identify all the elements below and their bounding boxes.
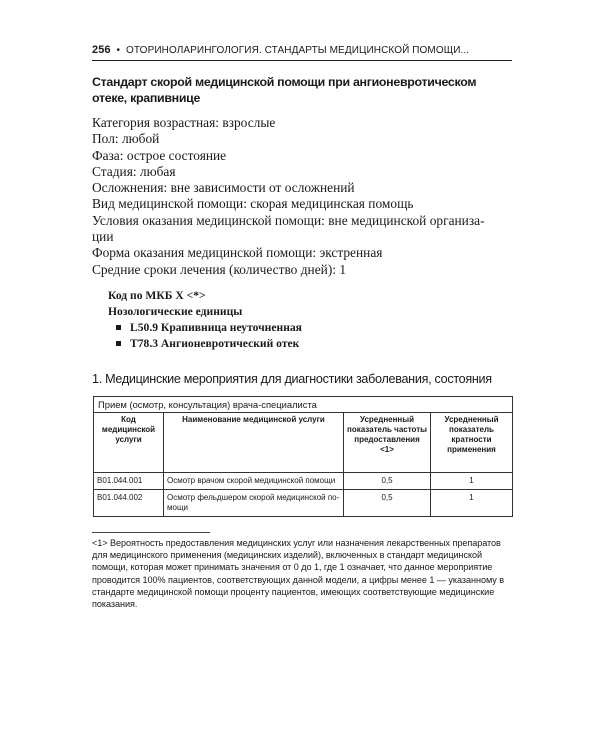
param-care-type: Вид медицинской помощи: скорая медицинская помощь bbox=[92, 196, 414, 212]
separator-dot: • bbox=[116, 45, 121, 56]
square-bullet-icon bbox=[116, 325, 121, 330]
footnote: <1> Вероятность предоставления медицинских услуг или назначения лекарственных препаратов для медицинского применения (медицинских изделий), включенных в стандарт медицинской помощи, которая может принимать значения от 0 до 1, где 1 означает, что данное мероприятие проводится 100% пациентов, соответствующих данной модели, а цифры менее 1 — указанному в стандарте медицинской помощи проценту пациентов, имеющих соответствующие медицинские показания. bbox=[92, 538, 505, 610]
icd-item bbox=[108, 320, 488, 336]
standard-title: Стандарт скорой медицинской помощи при ангионевротическом отеке, крапивнице bbox=[92, 75, 477, 105]
table-row bbox=[94, 473, 513, 490]
icd-item-text: T78.3 Ангионевротический отек bbox=[130, 337, 300, 350]
diagnostics-table bbox=[93, 396, 513, 517]
param-stage: Стадия: любая bbox=[92, 163, 176, 179]
header-code: Код медицинской услуги bbox=[94, 413, 164, 473]
param-phase: Фаза: острое состояние bbox=[92, 147, 227, 163]
row-multiplicity: 1 bbox=[431, 490, 513, 517]
running-head bbox=[92, 44, 512, 61]
footnote-divider bbox=[92, 532, 210, 533]
row-frequency: 0,5 bbox=[344, 473, 431, 490]
row-name: Осмотр врачом скорой медицинской помощи bbox=[164, 473, 344, 490]
row-code: B01.044.001 bbox=[94, 473, 164, 490]
square-bullet-icon bbox=[116, 341, 121, 346]
header-frequency: Усредненный показатель частоты предоставления <1> bbox=[344, 413, 431, 473]
param-care-form: Форма оказания медицинской помощи: экстренная bbox=[92, 245, 383, 261]
header-multiplicity: Усредненный показатель кратности применения bbox=[431, 413, 513, 473]
param-complications: Осложнения: вне зависимости от осложнений bbox=[92, 180, 355, 196]
running-head-title: ОТОРИНОЛАРИНГОЛОГИЯ. СТАНДАРТЫ МЕДИЦИНСКОЙ ПОМОЩИ... bbox=[126, 45, 470, 56]
row-frequency: 0,5 bbox=[344, 490, 431, 517]
header-name: Наименование медицинской услуги bbox=[164, 413, 344, 473]
page-number: 256 bbox=[92, 44, 111, 56]
row-code: B01.044.002 bbox=[94, 490, 164, 517]
param-care-conditions-cont: ции bbox=[92, 229, 114, 245]
section-heading: 1. Медицинские мероприятия для диагностики заболевания, состояния bbox=[92, 372, 492, 386]
param-care-conditions: Условия оказания медицинской помощи: вне медицинской организа- bbox=[92, 212, 485, 228]
param-age-category: Категория возрастная: взрослые bbox=[92, 115, 276, 130]
param-treatment-duration: Средние сроки лечения (количество дней): 1 bbox=[92, 261, 347, 277]
standard-parameters bbox=[92, 115, 522, 278]
table-caption: Прием (осмотр, консультация) врача-специалиста bbox=[94, 397, 513, 413]
icd-item-text: L50.9 Крапивница неуточненная bbox=[130, 321, 302, 334]
row-name: Осмотр фельдшером скорой медицинской по-мощи bbox=[164, 490, 344, 517]
row-multiplicity: 1 bbox=[431, 473, 513, 490]
param-sex: Пол: любой bbox=[92, 131, 160, 147]
icd-item bbox=[108, 336, 488, 352]
icd-block bbox=[108, 288, 488, 352]
icd-code-label: Код по МКБ X <*> bbox=[108, 289, 206, 302]
nosological-units-label: Нозологические единицы bbox=[108, 305, 243, 318]
table-row bbox=[94, 490, 513, 517]
